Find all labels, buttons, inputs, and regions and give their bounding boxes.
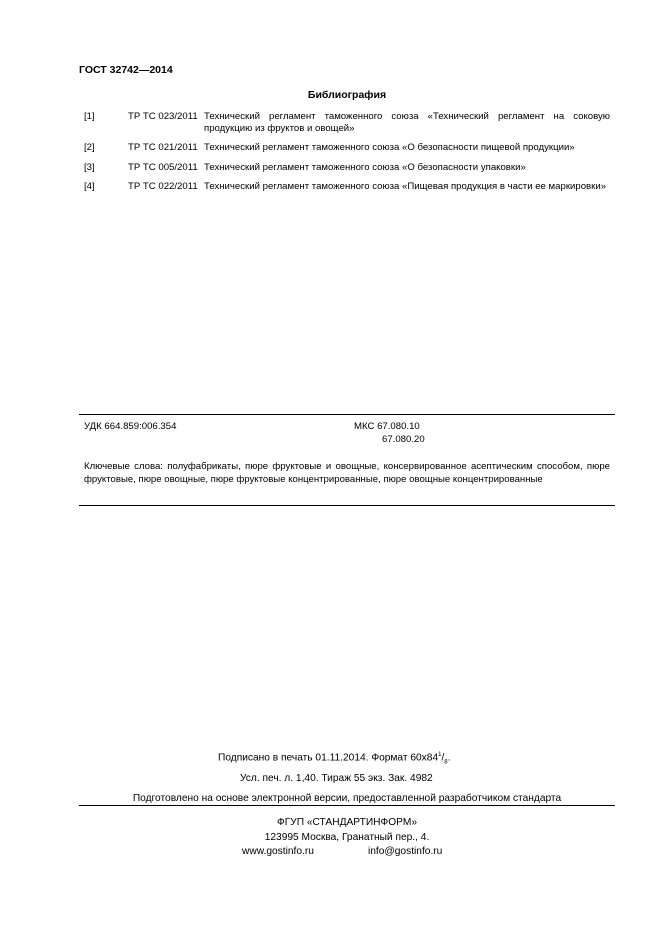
bibliography-title: Библиография <box>307 89 387 101</box>
bibliography-item <box>84 162 610 174</box>
udk-code: УДК 664.859:006.354 <box>84 421 177 432</box>
website-link[interactable]: www.gostinfo.ru <box>242 846 314 857</box>
format-end: . <box>447 752 451 764</box>
mks-code: МКС 67.080.10 <box>354 421 420 432</box>
bibliography-item <box>84 142 610 154</box>
divider-bottom <box>79 505 615 506</box>
signed-text: Подписано в печать 01.11.2014. Формат 60x84 <box>218 752 439 764</box>
mks-code-secondary: 67.080.20 <box>382 434 425 445</box>
format-numerator: 1 <box>438 752 442 758</box>
bibliography-item-number: [1] <box>84 111 95 122</box>
publisher-name: ФГУП «СТАНДАРТИНФОРМ» <box>276 817 418 828</box>
bibliography-item-text: Технический регламент таможенного союза «Пищевая продукция в части ее маркировки» <box>204 181 607 192</box>
bibliography-item-text: Технический регламент таможенного союза «О безопасности упаковки» <box>204 161 526 173</box>
publisher-address: 123995 Москва, Гранатный пер., 4. <box>264 832 430 843</box>
bibliography-list <box>84 111 610 201</box>
bibliography-item <box>84 181 610 193</box>
prepared-note: Подготовлено на основе электронной версии, предоставленной разработчиком стандарта <box>132 793 562 804</box>
bibliography-item-number: [4] <box>84 181 95 192</box>
bibliography-item-code: ТР ТС 023/2011 <box>128 111 198 122</box>
divider-top <box>79 414 615 415</box>
bibliography-item-code: ТР ТС 021/2011 <box>128 142 198 153</box>
signed-to-print: Подписано в печать 01.11.2014. Формат $60x84^1/_8$. <box>218 752 451 766</box>
format-denominator: 8 <box>444 759 448 766</box>
bibliography-item-text: Технический регламент таможенного союза «Технический регламент на соковую продукцию из фруктов и овощей» <box>204 111 610 134</box>
bibliography-item-number: [3] <box>84 161 95 173</box>
divider-imprint <box>79 805 615 806</box>
bibliography-item-text: Технический регламент таможенного союза «О безопасности пищевой продукции» <box>204 142 575 153</box>
bibliography-item <box>84 111 610 134</box>
document-header: ГОСТ 32742—2014 <box>79 64 173 76</box>
bibliography-item-number: [2] <box>84 142 95 153</box>
email-link[interactable]: info@gostinfo.ru <box>368 846 443 857</box>
bibliography-item-code: ТР ТС 022/2011 <box>128 181 198 192</box>
keywords: Ключевые слова: полуфабрикаты, пюре фруктовые и овощные, консервированное асептическим способом, пюре фруктовые, пюре овощные, пюре фруктовые концентрированные, пюре овощные концентрированные <box>84 461 610 485</box>
print-info: Усл. печ. л. 1,40. Тираж 55 экз. Зак. 4982 <box>240 773 433 784</box>
bibliography-item-code: ТР ТС 005/2011 <box>128 161 198 173</box>
